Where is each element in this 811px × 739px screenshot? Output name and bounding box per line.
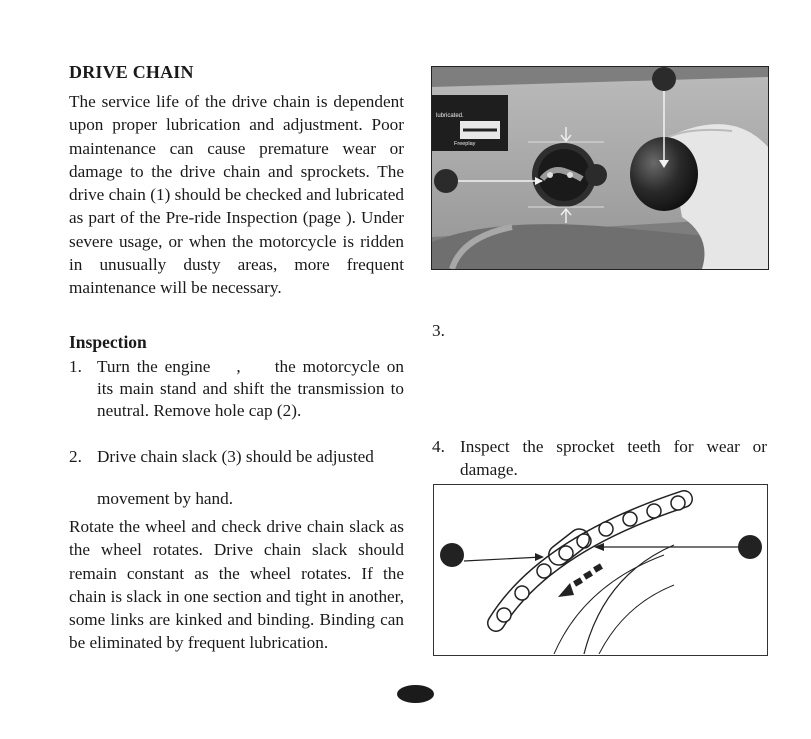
page-number-marker bbox=[397, 685, 434, 703]
step-1-text-c: the motorcycle on its main stand and shift the transmission to neutral. Remove hole cap (2). bbox=[97, 357, 404, 420]
chain-roller bbox=[647, 504, 661, 518]
arrow-dash bbox=[593, 563, 603, 572]
arrow-dash bbox=[573, 577, 583, 586]
diagram-illustration bbox=[434, 485, 766, 654]
label-text: lubricated. bbox=[436, 113, 464, 119]
chain-inspection-photo bbox=[432, 67, 768, 269]
step-2-continuation: movement by hand. bbox=[97, 489, 234, 508]
chain-roller bbox=[623, 512, 637, 526]
inspection-heading: Inspection bbox=[69, 332, 147, 352]
label-freeplay-text: Freeplay bbox=[454, 141, 476, 147]
arrow-head bbox=[558, 583, 574, 597]
step-4-text: Inspect the sprocket teeth for wear or damage. bbox=[460, 437, 767, 479]
photo-illustration bbox=[432, 67, 768, 269]
rotation-arrow bbox=[558, 563, 603, 597]
callout-3-marker bbox=[585, 164, 607, 186]
section-title: DRIVE CHAIN bbox=[69, 62, 194, 82]
arrow-dash bbox=[583, 570, 593, 579]
sprocket-diagram bbox=[433, 484, 768, 656]
chain-roller bbox=[599, 522, 613, 536]
step-4-number: 4. bbox=[432, 437, 445, 456]
chain-roller bbox=[537, 564, 551, 578]
chain-roller bbox=[515, 586, 529, 600]
chain-roller bbox=[497, 608, 511, 622]
step-3-number: 3. bbox=[432, 321, 445, 340]
step-4 bbox=[432, 435, 767, 481]
step-1-number: 1. bbox=[69, 357, 82, 376]
chain-pin bbox=[567, 172, 573, 178]
intro-paragraph: The service life of the drive chain is dependent upon proper lubrication and adjustment. Poor maintenance can cause premature wear or damage to the drive chain and sprockets. The drive chain (1) should be checked and lubricated as part of the Pre-ride Inspection (page ). Under severe usage, or when the motorcycle is ridden in unusually dusty areas, more frequent maintenance will be necessary. bbox=[69, 92, 404, 298]
step-1 bbox=[69, 356, 404, 421]
step-2-number: 2. bbox=[69, 447, 82, 466]
step-1-text-a: Turn the engine bbox=[97, 357, 211, 376]
callout-left-leader bbox=[464, 557, 542, 561]
callout-right-marker bbox=[738, 535, 762, 559]
sprocket-arc-outer bbox=[584, 545, 674, 654]
sprocket-arc-mid bbox=[554, 555, 664, 654]
chain-pin bbox=[547, 172, 553, 178]
step-2 bbox=[69, 446, 404, 468]
callout-2-marker bbox=[652, 67, 676, 91]
chain bbox=[496, 496, 685, 623]
callout-left-marker bbox=[440, 543, 464, 567]
chain-roller bbox=[671, 496, 685, 510]
step-2-text: Drive chain slack (3) should be adjusted bbox=[97, 447, 374, 466]
rotate-paragraph: Rotate the wheel and check drive chain slack as the wheel rotates. Drive chain slack should remain constant as the wheel rotates. If the chain is slack in one section and tight in another, some links are kinked and binding. Binding can be eliminated by frequent lubrication. bbox=[69, 517, 404, 653]
step-1-text-b: , bbox=[236, 357, 241, 376]
callout-1-marker bbox=[434, 169, 458, 193]
